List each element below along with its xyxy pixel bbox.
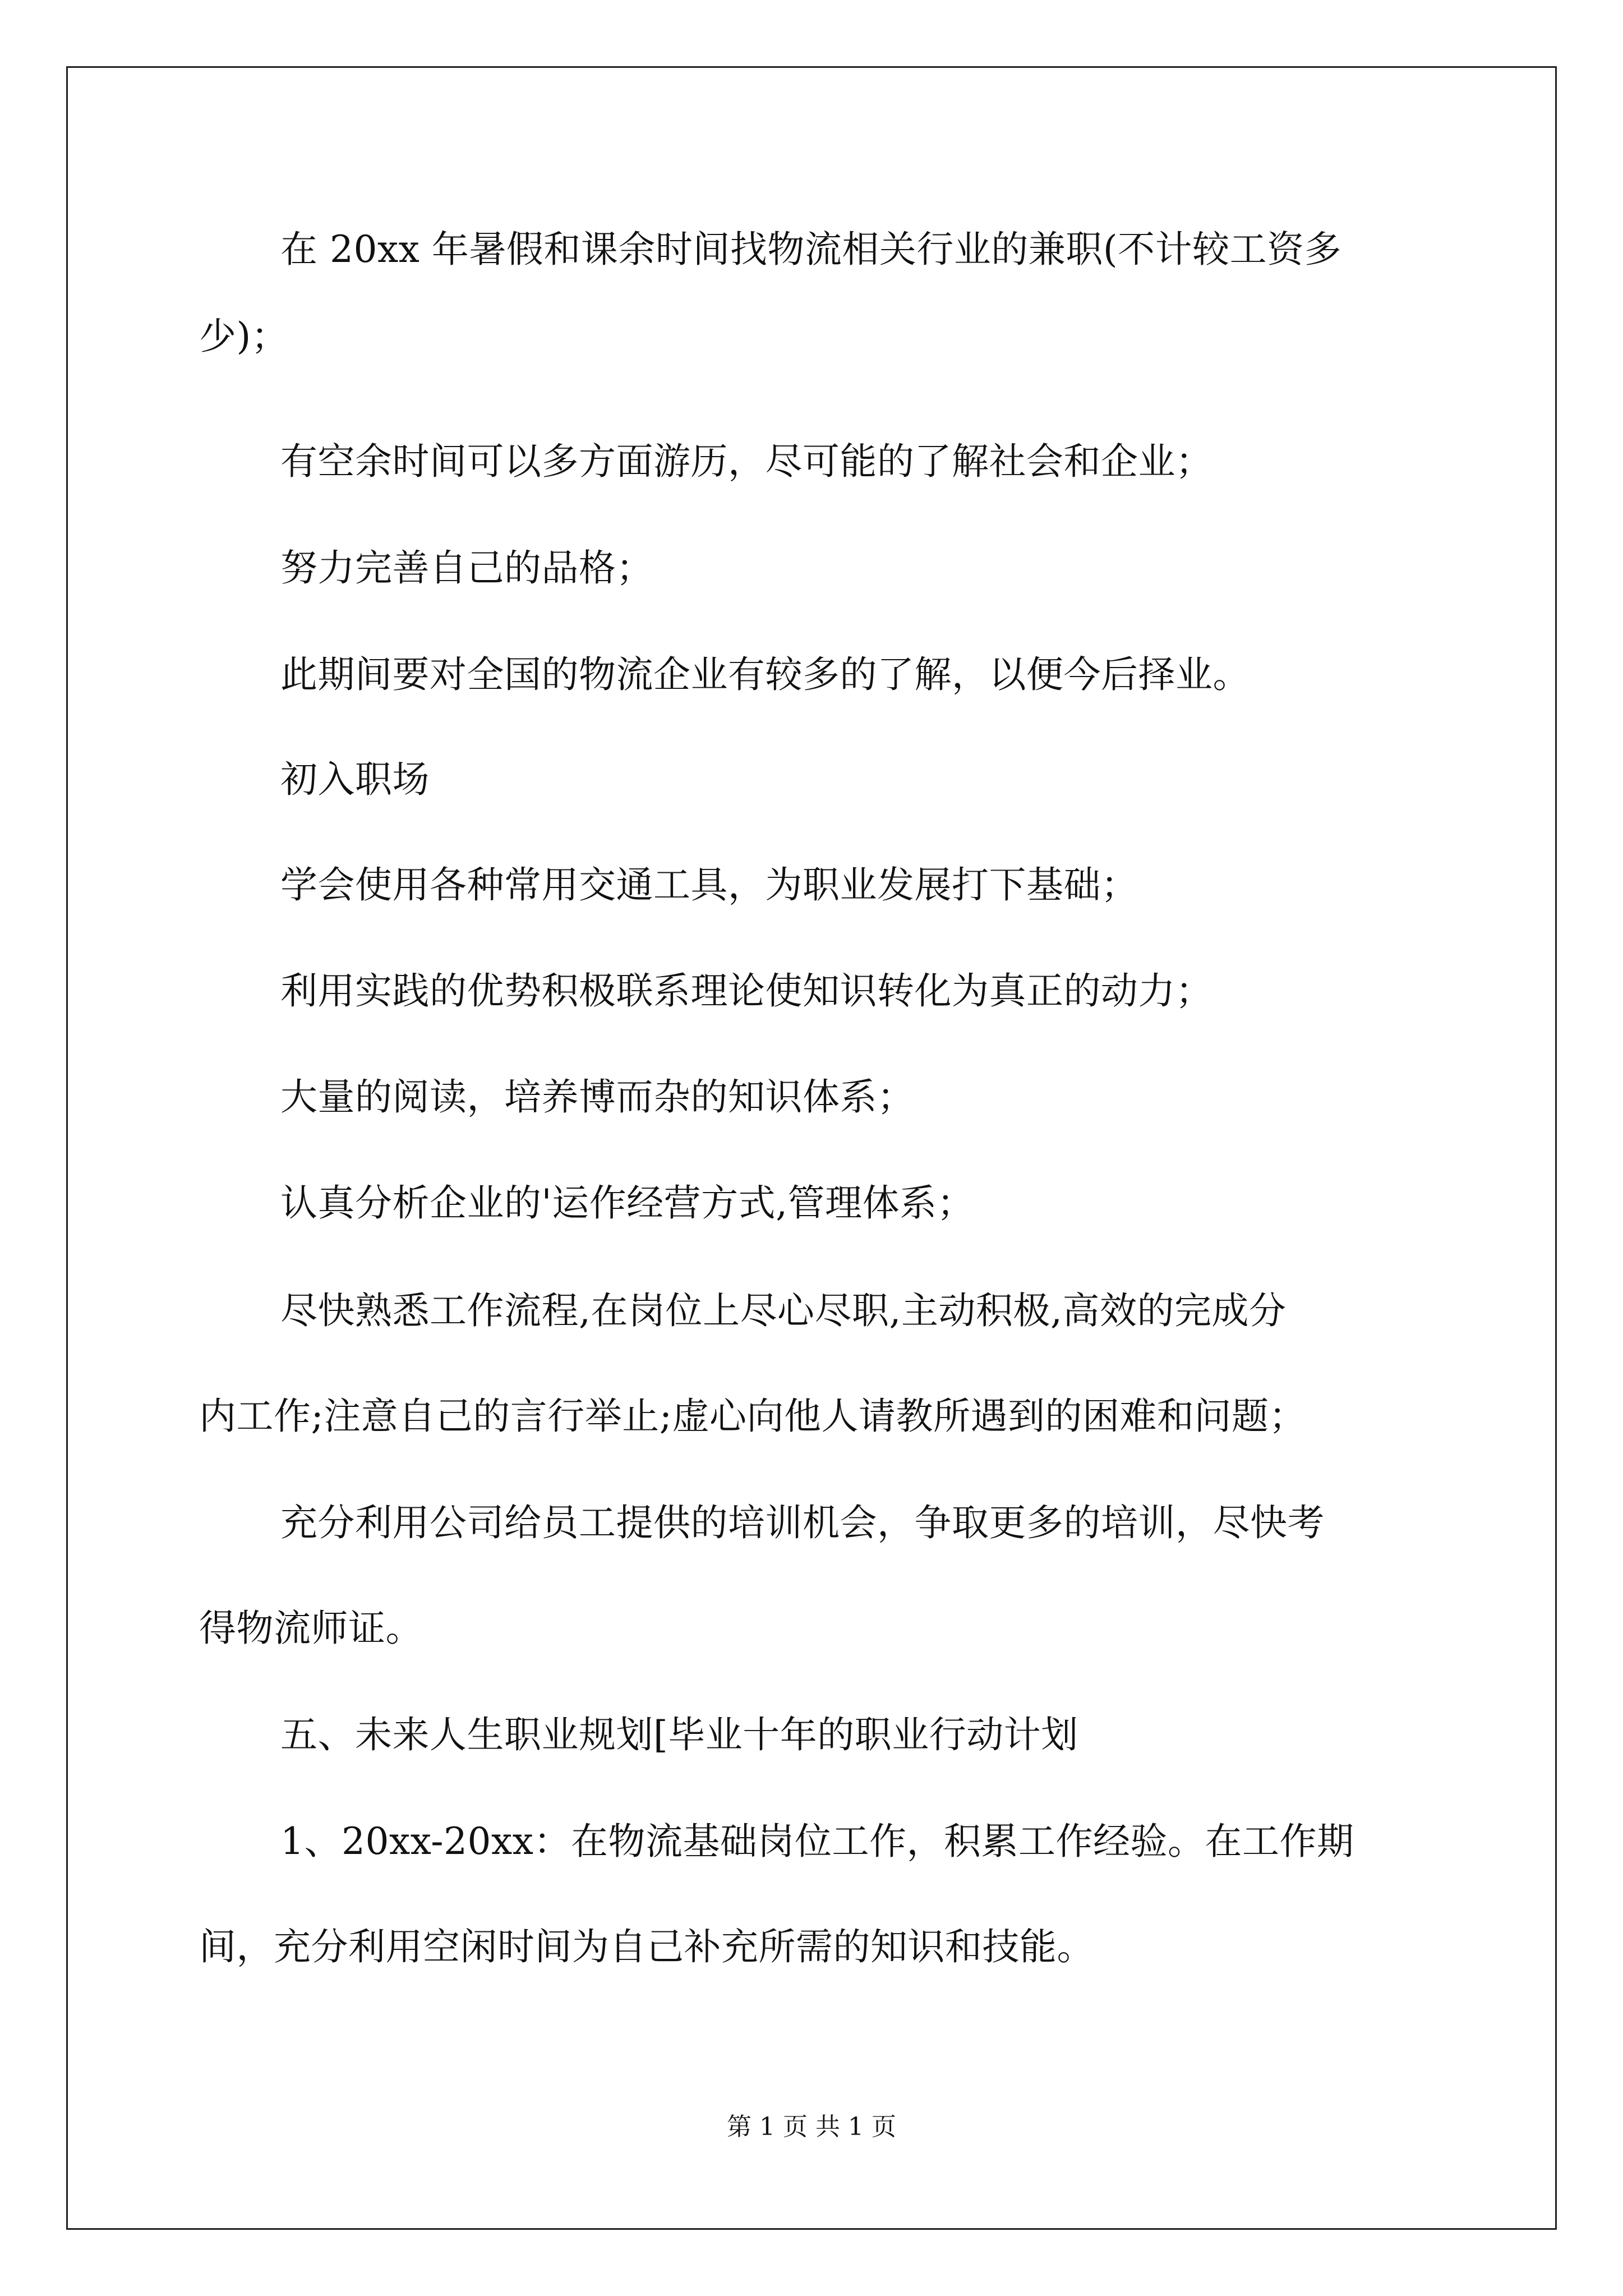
section-heading: 五、未来人生职业规划[毕业十年的职业行动计划 — [280, 1713, 1078, 1756]
paragraph-line: 利用实践的优势积极联系理论使知识转化为真正的动力； — [280, 969, 1213, 1013]
paragraph-line: 此期间要对全国的物流企业有较多的了解，以便今后择业。 — [280, 653, 1250, 696]
paragraph-line: 在 20xx 年暑假和课余时间找物流相关行业的兼职(不计较工资多 — [280, 228, 1342, 271]
paragraph-line: 大量的阅读，培养博而杂的知识体系； — [280, 1075, 915, 1119]
paragraph-line: 学会使用各种常用交通工具，为职业发展打下基础； — [280, 863, 1138, 907]
paragraph-line: 有空余时间可以多方面游历，尽可能的了解社会和企业； — [280, 440, 1213, 483]
paragraph-line: 间，充分利用空闲时间为自己补充所需的知识和技能。 — [199, 1925, 1094, 1968]
section-heading: 初入职场 — [280, 758, 430, 801]
paragraph-line: 少)； — [199, 315, 289, 358]
paragraph-line: 1、20xx-20xx：在物流基础岗位工作，积累工作经验。在工作期 — [280, 1820, 1354, 1863]
paragraph-line: 努力完善自己的品格； — [280, 546, 653, 590]
paragraph-line: 得物流师证。 — [199, 1607, 423, 1650]
paragraph-line: 内工作;注意自己的言行举止;虚心向他人请教所遇到的困难和问题； — [199, 1395, 1306, 1438]
page-border — [66, 66, 1557, 2230]
paragraph-line: 认真分析企业的'运作经营方式,管理体系； — [280, 1181, 975, 1225]
paragraph-line: 尽快熟悉工作流程,在岗位上尽心尽职,主动积极,高效的完成分 — [280, 1289, 1287, 1332]
paragraph-line: 充分利用公司给员工提供的培训机会，争取更多的培训，尽快考 — [280, 1501, 1325, 1544]
page-footer: 第 1 页 共 1 页 — [727, 2113, 896, 2141]
